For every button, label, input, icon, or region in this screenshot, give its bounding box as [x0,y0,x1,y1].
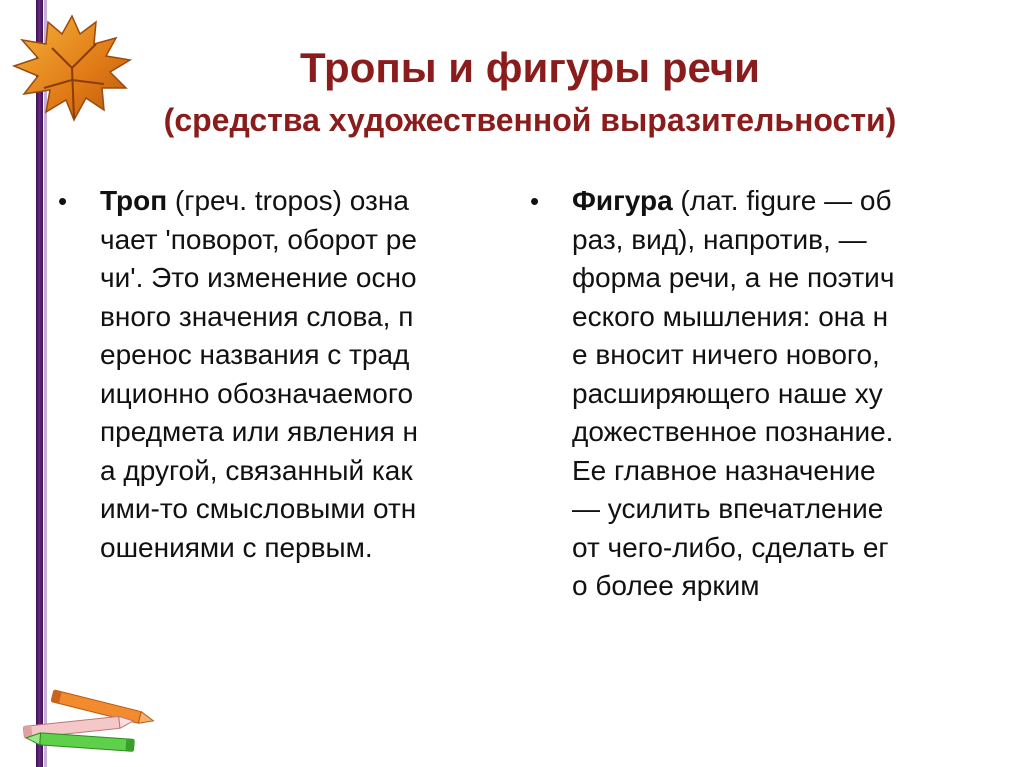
right-line: о более ярким [572,570,760,601]
left-line: еренос названия с трад [100,339,410,370]
slide-subtitle: (средства художественной выразительности) [163,102,897,138]
left-line: иционно обозначаемого [100,377,414,409]
left-line: чает 'поворот, оборот ре [100,223,417,255]
left-line: чи'. Это изменение осно [100,262,417,293]
right-paragraph [572,182,972,606]
right-line: форма речи, а не поэтич [572,262,895,293]
crayons-icon [10,680,160,760]
left-line: предмета или явления н [100,416,418,447]
left-line: вного значения слова, п [100,300,414,332]
right-line: Ее главное назначение [572,454,876,486]
right-line: е вносит ничего нового, [572,339,880,370]
bullet-right: • [530,186,540,216]
left-line: ошениями с первым. [100,531,373,563]
term-trop: Троп [100,185,168,216]
right-line: дожественное познание. [572,416,894,447]
right-line: — усилить впечатление [572,493,884,524]
left-line: а другой, связанный как [100,454,413,486]
left-paragraph [100,182,500,567]
term-figura: Фигура [572,185,673,216]
right-line: расширяющего наше ху [572,377,883,409]
slide-title-block [60,40,1000,144]
left-line: ими-то смысловыми отн [100,493,417,524]
slide-title: Тропы и фигуры речи [300,44,760,91]
right-first-line-rest: (лат. figure — об [672,185,892,216]
right-line: раз, вид), напротив, — [572,223,867,255]
right-line: еского мышления: она н [572,300,889,332]
bullet-left: • [58,186,68,216]
left-first-line-rest: (греч. tropos) озна [167,185,409,216]
left-line-1 [100,182,500,221]
right-line: от чего-либо, сделать ег [572,531,889,563]
right-line-1 [572,182,972,221]
